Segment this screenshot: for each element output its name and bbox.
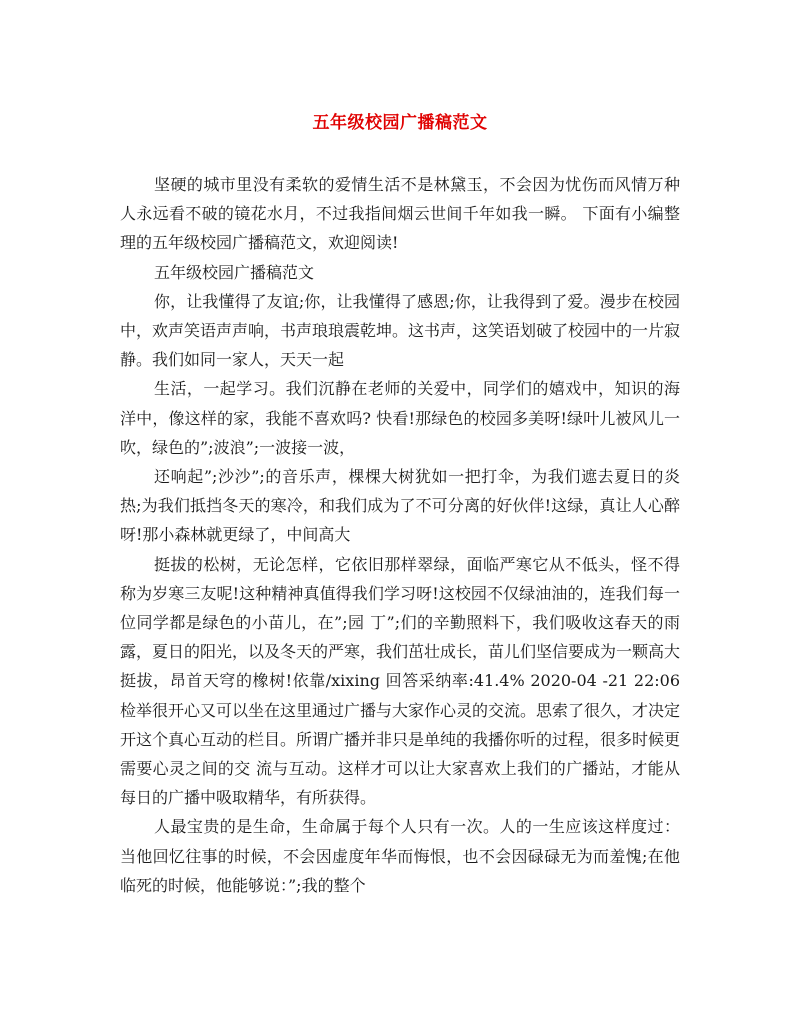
document-title: 五年级校园广播稿范文 xyxy=(312,113,488,133)
document-body xyxy=(120,170,680,900)
paragraph-pine-and-broadcast: 挺拔的松树，无论怎样，它依旧那样翠绿，面临严寒它从不低头，怪不得称为岁寒三友呢!这种精神真值得我们学习呀!这校园不仅绿油油的，连我们每一位同学都是绿色的小苗儿，在”;园 丁”;们的辛勤照料下，我们吸收这春天的雨露，夏日的阳光，以及冬天的严寒，我们茁壮成长，苗儿们坚信要成为一颗高大挺拔，昂首天穹的橡树!依靠/xixing 回答采纳率:41.4% 2020-04 -21 22:06 检举很开心又可以坐在这里通过广播与大家作心灵的交流。思索了很久，才决定开这个真心互动的栏目。所谓广播并非只是单纯的我播你听的过程，很多时候更需要心灵之间的交 流与互动。这样才可以让大家喜欢上我们的广播站，才能从每日的广播中吸取精华，有所获得。 xyxy=(120,554,681,808)
paragraph-living-together: 生活，一起学习。我们沉静在老师的关爱中，同学们的嬉戏中，知识的海洋中，像这样的家，我能不喜欢吗? 快看!那绿色的校园多美呀!绿叶儿被风儿一吹，绿色的”;波浪”;一波接一波， xyxy=(120,379,680,457)
paragraph-intro: 坚硬的城市里没有柔软的爱情生活不是林黛玉，不会因为忧伤而风情万种人永远看不破的镜花水月，不过我指间烟云世间千年如我一瞬。 下面有小编整理的五年级校园广播稿范文，欢迎阅读! xyxy=(120,175,680,253)
paragraph-friendship: 你，让我懂得了友谊;你，让我懂得了感恩;你，让我得到了爱。漫步在校园中，欢声笑语声声响，书声琅琅震乾坤。这书声，这笑语划破了校园中的一片寂静。我们如同一家人，天天一起 xyxy=(120,291,681,370)
paragraph-trees: 还响起”;沙沙”;的音乐声，棵棵大树犹如一把打伞，为我们遮去夏日的炎热;为我们抵挡冬天的寒冷，和我们成为了不可分离的好伙伴!这绿，真让人心醉呀!那小森林就更绿了，中间高大 xyxy=(120,467,680,545)
paragraph-life: 人最宝贵的是生命，生命属于每个人只有一次。人的一生应该这样度过：当他回忆往事的时候，不会因虚度年华而悔恨，也不会因碌碌无为而羞愧;在他临死的时候，他能够说：”;我的整个 xyxy=(120,817,680,895)
paragraph-subheading: 五年级校园广播稿范文 xyxy=(154,262,315,282)
